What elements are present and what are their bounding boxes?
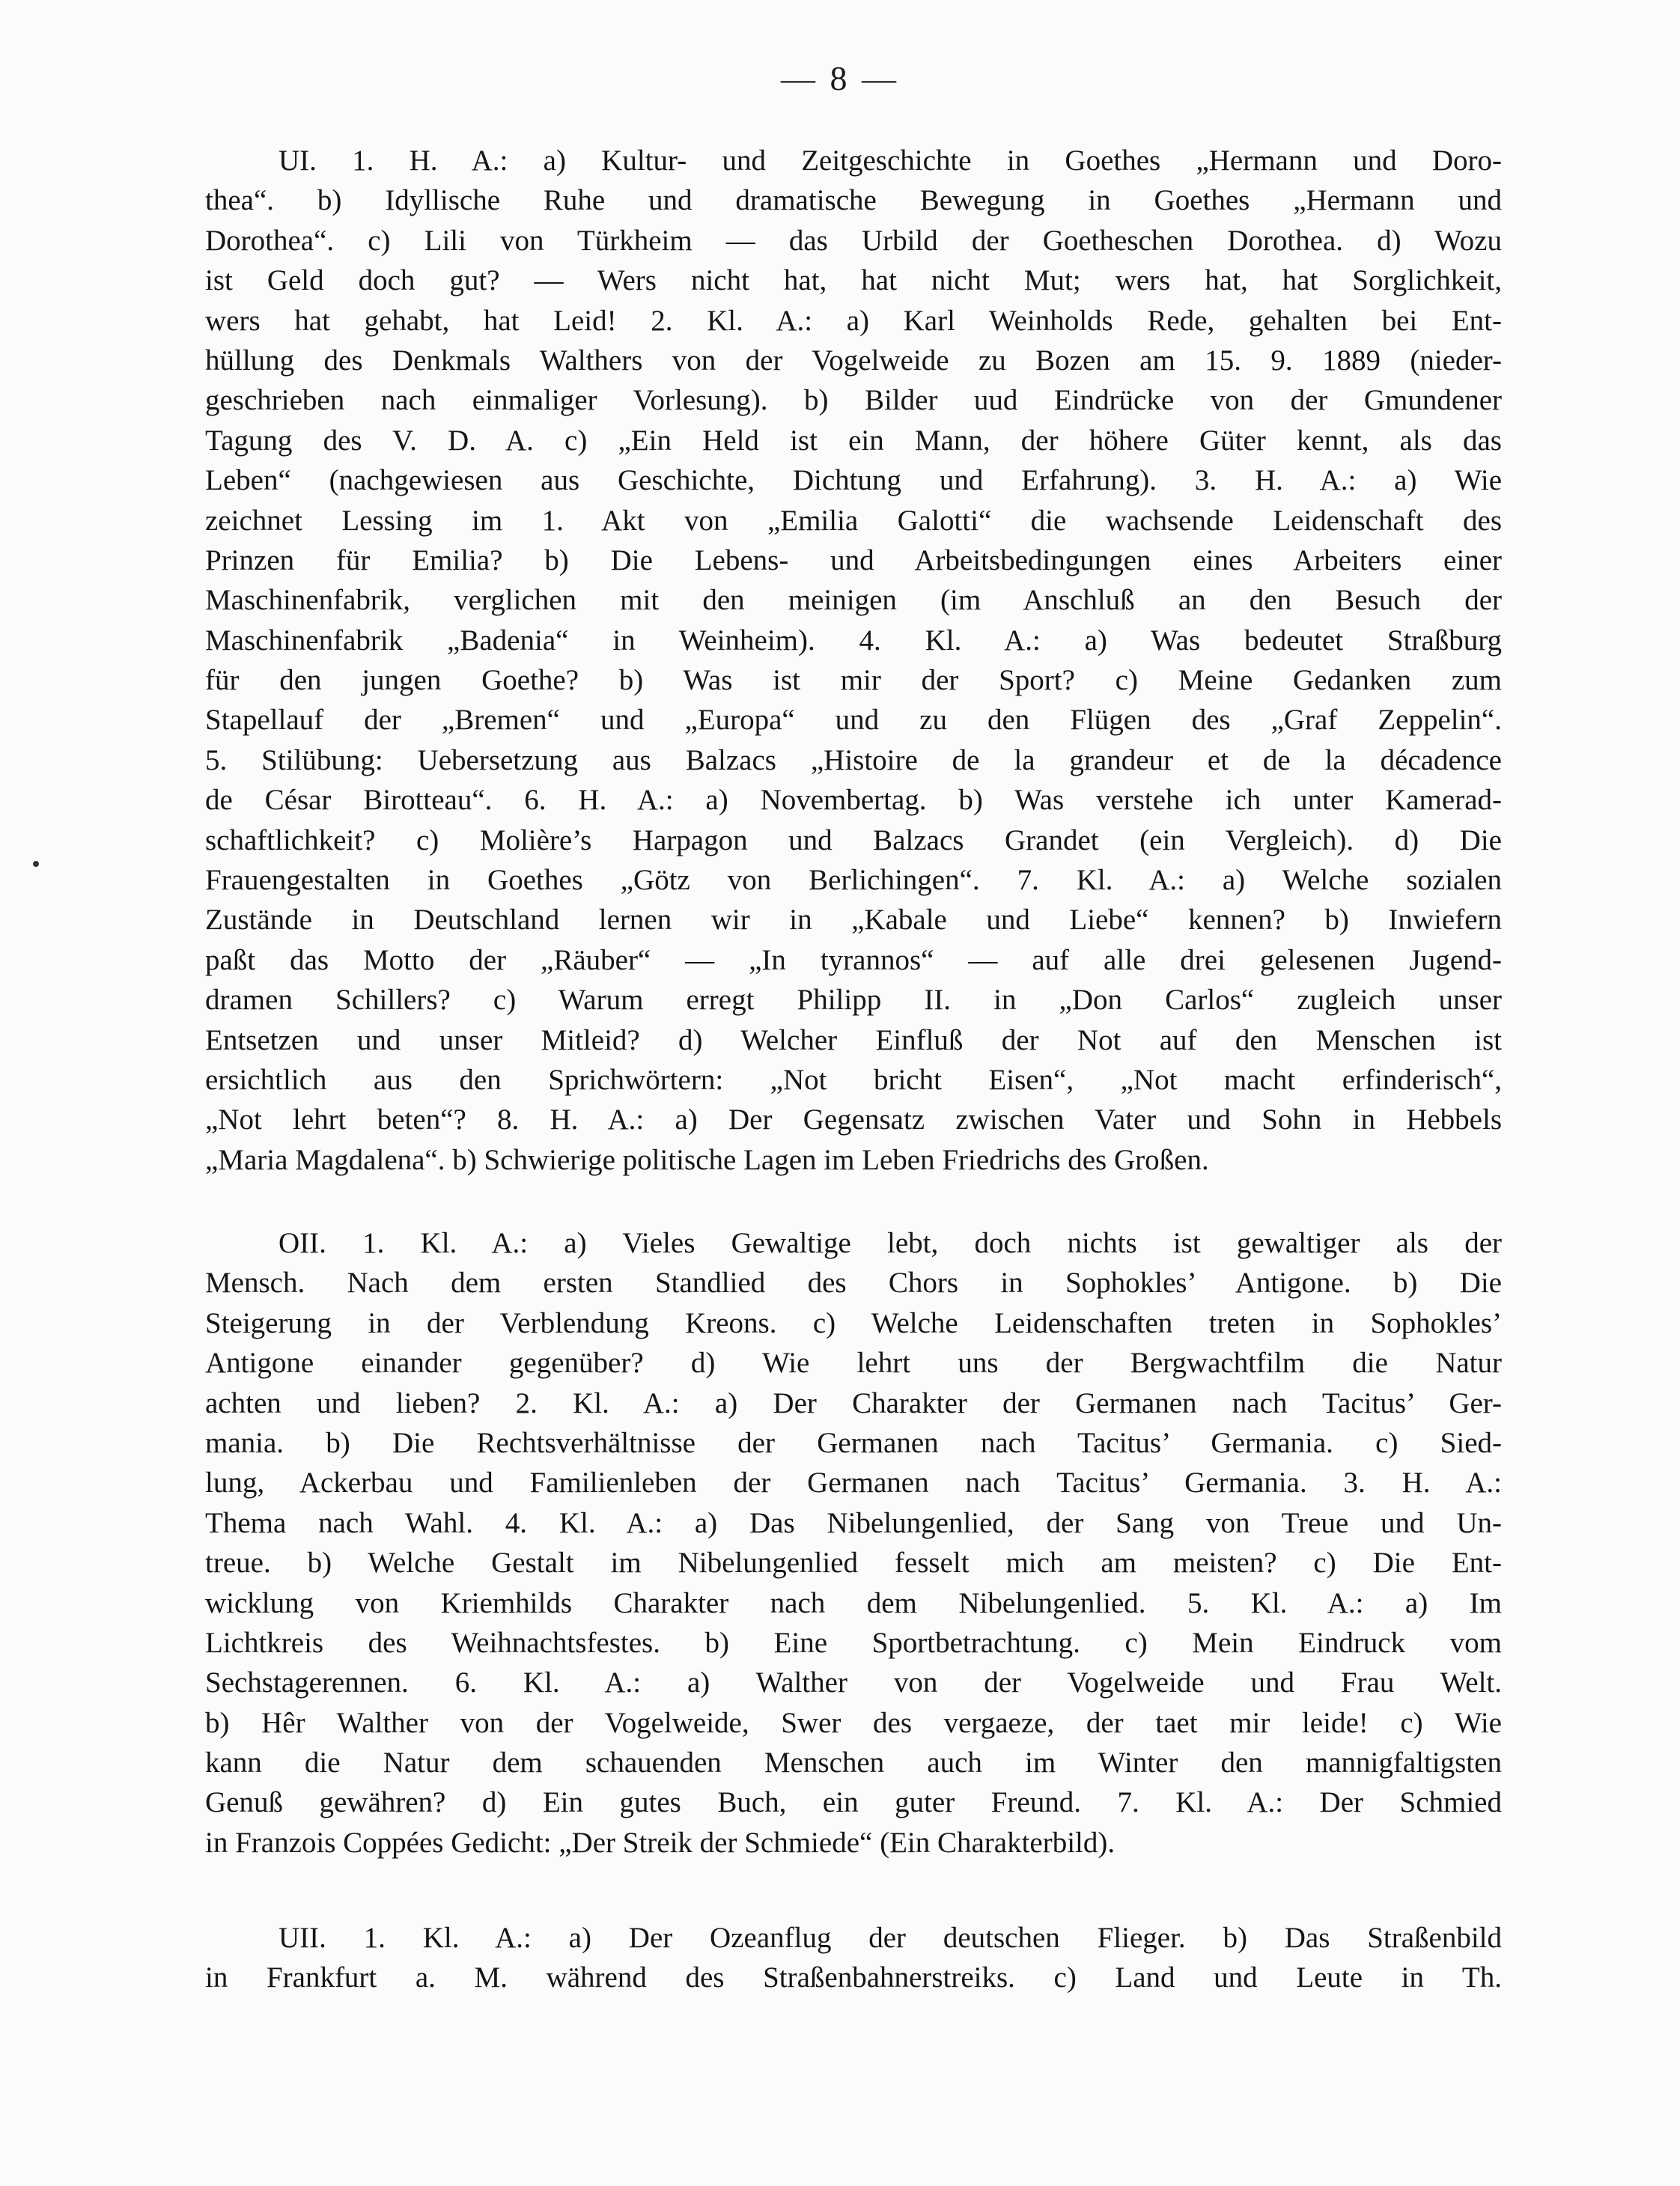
text-line: UI. 1. H. A.: a) Kultur- und Zeitgeschichte in Goethes „Hermann und Doro-	[279, 144, 1502, 177]
text-line: für den jungen Goethe? b) Was ist mir der Sport? c) Meine Gedanken zum	[205, 664, 1502, 697]
text-line: de César Birotteau“. 6. H. A.: a) Novembertag. b) Was verstehe ich unter Kamerad-	[205, 784, 1502, 817]
text-line: Dorothea“. c) Lili von Türkheim — das Urbild der Goetheschen Dorothea. d) Wozu	[205, 224, 1502, 257]
text-line: Antigone einander gegenüber? d) Wie lehrt uns der Bergwachtfilm die Natur	[205, 1347, 1502, 1380]
text-line: Tagung des V. D. A. c) „Ein Held ist ein Mann, der höhere Güter kennt, als das	[205, 424, 1502, 457]
text-line: Thema nach Wahl. 4. Kl. A.: a) Das Nibelungenlied, der Sang von Treue und Un-	[205, 1506, 1502, 1539]
text-line: in Franzois Coppées Gedicht: „Der Streik der Schmiede“ (Ein Charakterbild).	[205, 1826, 1116, 1859]
text-line: treue. b) Welche Gestalt im Nibelungenlied fesselt mich am meisten? c) Die Ent-	[205, 1547, 1502, 1580]
text-line: Leben“ (nachgewiesen aus Geschichte, Dichtung und Erfahrung). 3. H. A.: a) Wie	[205, 464, 1502, 497]
text-line: mania. b) Die Rechtsverhältnisse der Germanen nach Tacitus’ Germania. c) Sied-	[205, 1426, 1502, 1459]
text-line: UII. 1. Kl. A.: a) Der Ozeanflug der deutschen Flieger. b) Das Straßenbild	[279, 1922, 1502, 1954]
text-line: Mensch. Nach dem ersten Standlied des Chors in Sophokles’ Antigone. b) Die	[205, 1267, 1502, 1300]
text-line: geschrieben nach einmaliger Vorlesung). b) Bilder uud Eindrücke von der Gmundener	[205, 384, 1502, 417]
print-speck	[33, 861, 39, 867]
text-line: Prinzen für Emilia? b) Die Lebens- und Arbeitsbedingungen eines Arbeiters einer	[205, 544, 1502, 576]
text-line: wers hat gehabt, hat Leid! 2. Kl. A.: a) Karl Weinholds Rede, gehalten bei Ent-	[205, 304, 1502, 337]
text-line: Frauengestalten in Goethes „Götz von Berlichingen“. 7. Kl. A.: a) Welche sozialen	[205, 864, 1502, 897]
section-oii-paragraph	[205, 1223, 1502, 1863]
text-line: Zustände in Deutschland lernen wir in „Kabale und Liebe“ kennen? b) Inwiefern	[205, 904, 1502, 937]
text-line: 5. Stilübung: Uebersetzung aus Balzacs „Histoire de la grandeur et de la décadence	[205, 743, 1502, 776]
text-line: paßt das Motto der „Räuber“ — „In tyrannos“ — auf alle drei gelesenen Jugend-	[205, 943, 1502, 976]
text-line: wicklung von Kriemhilds Charakter nach dem Nibelungenlied. 5. Kl. A.: a) Im	[205, 1586, 1502, 1619]
text-line: Lichtkreis des Weihnachtsfestes. b) Eine Sportbetrachtung. c) Mein Eindruck vom	[205, 1626, 1502, 1659]
text-line: „Not lehrt beten“? 8. H. A.: a) Der Gegensatz zwischen Vater und Sohn in Hebbels	[205, 1103, 1502, 1136]
text-line: b) Hêr Walther von der Vogelweide, Swer des vergaeze, der taet mir leide! c) Wie	[205, 1706, 1502, 1739]
text-line: achten und lieben? 2. Kl. A.: a) Der Charakter der Germanen nach Tacitus’ Ger-	[205, 1386, 1502, 1419]
text-line: Maschinenfabrik, verglichen mit den meinigen (im Anschluß an den Besuch der	[205, 584, 1502, 617]
text-line: ist Geld doch gut? — Wers nicht hat, hat nicht Mut; wers hat, hat Sorglichkeit,	[205, 264, 1502, 297]
text-line: schaftlichkeit? c) Molière’s Harpagon und Balzacs Grandet (ein Vergleich). d) Die	[205, 823, 1502, 856]
text-line: ersichtlich aus den Sprichwörtern: „Not bricht Eisen“, „Not macht erfinderisch“,	[205, 1063, 1502, 1096]
text-line: Maschinenfabrik „Badenia“ in Weinheim). 4. Kl. A.: a) Was bedeutet Straßburg	[205, 624, 1502, 657]
section-uii-paragraph	[205, 1918, 1502, 1998]
text-line: Sechstagerennen. 6. Kl. A.: a) Walther von der Vogelweide und Frau Welt.	[205, 1666, 1502, 1699]
text-line: thea“. b) Idyllische Ruhe und dramatische Bewegung in Goethes „Hermann und	[205, 184, 1502, 217]
text-line: kann die Natur dem schauenden Menschen auch im Winter den mannigfaltigsten	[205, 1747, 1502, 1779]
page-number: — 8 —	[781, 59, 899, 97]
text-line: Steigerung in der Verblendung Kreons. c) Welche Leidenschaften treten in Sophokles’	[205, 1306, 1502, 1339]
text-line: Entsetzen und unser Mitleid? d) Welcher Einfluß der Not auf den Menschen ist	[205, 1023, 1502, 1056]
text-line: hüllung des Denkmals Walthers von der Vogelweide zu Bozen am 15. 9. 1889 (nieder-	[205, 344, 1502, 377]
text-line: „Maria Magdalena“. b) Schwierige politische Lagen im Leben Friedrichs des Großen.	[205, 1143, 1209, 1176]
text-line: in Frankfurt a. M. während des Straßenbahnerstreiks. c) Land und Leute in Th.	[205, 1961, 1502, 1994]
text-line: zeichnet Lessing im 1. Akt von „Emilia Galotti“ die wachsende Leidenschaft des	[205, 504, 1502, 537]
text-line: Genuß gewähren? d) Ein gutes Buch, ein guter Freund. 7. Kl. A.: Der Schmied	[205, 1786, 1502, 1819]
text-line: Stapellauf der „Bremen“ und „Europa“ und zu den Flügen des „Graf Zeppelin“.	[205, 704, 1502, 737]
section-ui-paragraph	[205, 141, 1502, 1180]
text-line: OII. 1. Kl. A.: a) Vieles Gewaltige lebt, doch nichts ist gewaltiger als der	[279, 1227, 1502, 1259]
text-line: lung, Ackerbau und Familienleben der Germanen nach Tacitus’ Germania. 3. H. A.:	[205, 1467, 1502, 1500]
text-line: dramen Schillers? c) Warum erregt Philipp II. in „Don Carlos“ zugleich unser	[205, 984, 1502, 1017]
